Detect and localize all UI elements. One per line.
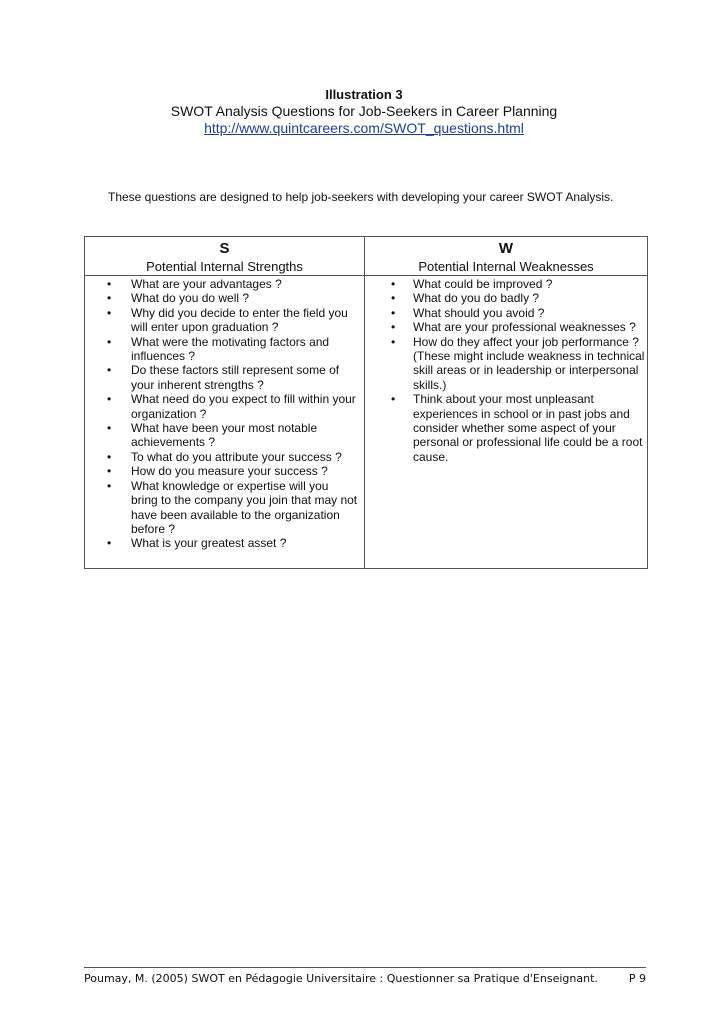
list-item bbox=[85, 479, 364, 537]
list-item-text: What have been your most notable achievements ? bbox=[131, 421, 318, 450]
list-item-text: How do you measure your success ? bbox=[131, 464, 328, 479]
list-item bbox=[365, 335, 647, 393]
footer-divider bbox=[84, 967, 646, 968]
weaknesses-list bbox=[365, 277, 647, 464]
list-item bbox=[85, 392, 364, 421]
strengths-list bbox=[85, 277, 364, 551]
list-item-text: Do these factors still represent some of your inherent strengths ? bbox=[131, 363, 340, 392]
bullet-icon: • bbox=[107, 305, 112, 320]
bullet-icon: • bbox=[391, 305, 396, 320]
bullet-icon: • bbox=[391, 277, 396, 291]
list-item-text: To what do you attribute your success ? bbox=[131, 449, 342, 464]
list-item bbox=[85, 450, 364, 464]
list-item bbox=[85, 277, 364, 291]
bullet-icon: • bbox=[107, 363, 112, 378]
list-item bbox=[85, 421, 364, 450]
list-item bbox=[365, 320, 647, 334]
page-number: P 9 bbox=[628, 972, 646, 985]
bullet-icon: • bbox=[391, 291, 396, 306]
list-item bbox=[85, 536, 364, 550]
intro-text: These questions are designed to help job-seekers with developing your career SWOT Analysis. bbox=[108, 190, 614, 204]
list-item-text: Why did you decide to enter the field you will enter upon graduation ? bbox=[131, 305, 348, 335]
strengths-column bbox=[85, 237, 365, 568]
bullet-icon: • bbox=[391, 334, 396, 349]
list-item bbox=[365, 392, 647, 464]
bullet-icon: • bbox=[107, 478, 112, 493]
list-item-text: What do you do well ? bbox=[131, 291, 250, 306]
source-link[interactable]: http://www.quintcareers.com/SWOT_questions.html bbox=[204, 120, 524, 136]
list-item-text: What should you avoid ? bbox=[413, 305, 545, 320]
illustration-label: Illustration 3 bbox=[325, 87, 403, 102]
bullet-icon: • bbox=[107, 392, 112, 407]
bullet-icon: • bbox=[107, 291, 112, 306]
list-item bbox=[85, 464, 364, 478]
bullet-icon: • bbox=[391, 320, 396, 335]
footer-citation: Poumay, M. (2005) SWOT en Pédagogie Universitaire : Questionner sa Pratique d'Enseignant. bbox=[84, 972, 598, 985]
list-item bbox=[365, 277, 647, 291]
strengths-letter: S bbox=[219, 240, 230, 257]
list-item-text: What are your professional weaknesses ? bbox=[413, 320, 636, 335]
bullet-icon: • bbox=[391, 392, 396, 407]
header-divider bbox=[365, 275, 647, 276]
bullet-icon: • bbox=[107, 277, 112, 291]
list-item-text: What were the motivating factors and influences ? bbox=[131, 334, 330, 364]
list-item-text: What could be improved ? bbox=[413, 277, 553, 291]
list-item bbox=[85, 291, 364, 305]
weaknesses-heading: Potential Internal Weaknesses bbox=[418, 259, 594, 274]
list-item-text: What knowledge or expertise will you bring to the company you join that may not have been available to the organization before ? bbox=[131, 478, 358, 536]
list-item-text: What do you do badly ? bbox=[413, 291, 540, 306]
list-item bbox=[85, 335, 364, 364]
header-divider bbox=[85, 275, 364, 276]
bullet-icon: • bbox=[107, 421, 112, 436]
list-item-text: Think about your most unpleasant experiences in school or in past jobs and consider whether some aspect of your personal or professional life could be a root cause. bbox=[413, 392, 643, 464]
bullet-icon: • bbox=[107, 449, 112, 464]
list-item-text: What are your advantages ? bbox=[131, 277, 282, 291]
list-item-text: How do they affect your job performance ? (These might include weakness in technical skill areas or in leadership or interpersonal skills.) bbox=[413, 334, 645, 392]
list-item-text: What is your greatest asset ? bbox=[131, 536, 287, 551]
list-item bbox=[85, 363, 364, 392]
weaknesses-column bbox=[365, 237, 647, 568]
bullet-icon: • bbox=[107, 464, 112, 479]
list-item-text: What need do you expect to fill within your organization ? bbox=[131, 392, 356, 421]
swot-table bbox=[84, 236, 648, 569]
list-item bbox=[365, 306, 647, 320]
page-title: SWOT Analysis Questions for Job-Seekers in Career Planning bbox=[170, 103, 558, 119]
strengths-heading: Potential Internal Strengths bbox=[146, 259, 303, 274]
list-item bbox=[365, 291, 647, 305]
bullet-icon: • bbox=[107, 334, 112, 349]
bullet-icon: • bbox=[107, 536, 112, 551]
list-item bbox=[85, 306, 364, 335]
weaknesses-letter: W bbox=[498, 240, 514, 257]
title-block bbox=[0, 86, 728, 137]
